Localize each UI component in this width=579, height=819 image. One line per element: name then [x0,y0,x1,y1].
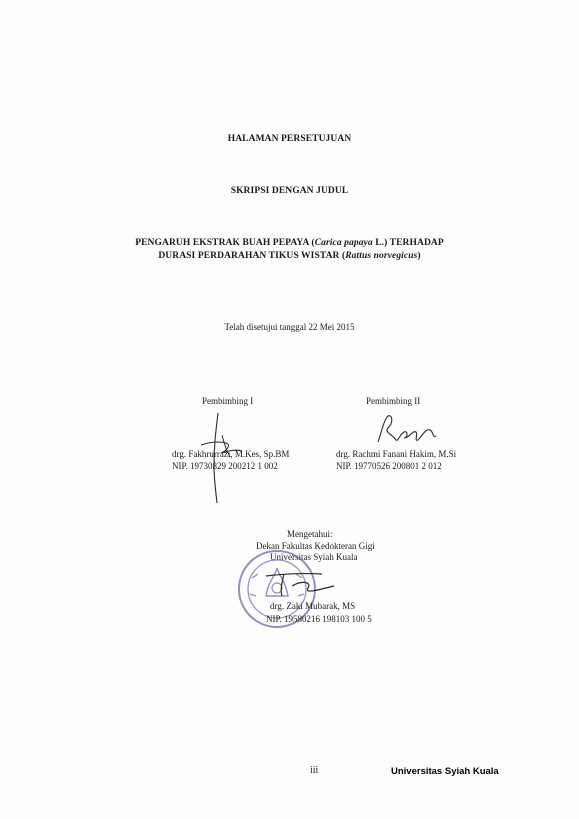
approval-date: Telah disetujui tanggal 22 Mei 2015 [224,322,355,332]
supervisor-1-nip: NIP. 19730829 200212 1 002 [172,461,278,471]
supervisor-2-name: drg. Rachmi Fanani Hakim, M.Si [336,449,457,459]
university-name: Universitas Syiah Kuala [270,552,358,562]
supervisor-2-role: Pembimbing II [366,396,421,406]
page-heading: HALAMAN PERSETUJUAN [227,134,352,144]
footer-university: Universitas Syiah Kuala [391,766,499,777]
page-number: iii [310,765,319,776]
supervisor-2-nip: NIP. 19770526 200801 2 012 [336,461,442,471]
dean-signature [262,568,342,600]
dean-nip: NIP. 19580216 198103 100 5 [266,614,372,624]
dean-title: Dekan Fakultas Kedokteran Gigi [256,541,375,551]
supervisor-1-name: drg. Fakhrurrazi, M.Kes, Sp.BM [172,449,290,459]
thesis-title-line-2: DURASI PERDARAHAN TIKUS WISTAR (Rattus norvegicus) [158,251,421,261]
dean-name: drg. Zaki Mubarak, MS [270,601,356,611]
thesis-subheading: SKRIPSI DENGAN JUDUL [230,186,349,196]
acknowledgement-label: Mengetahui: [287,529,333,539]
thesis-title-line-1: PENGARUH EKSTRAK BUAH PEPAYA (Carica papaya L.) TERHADAP [135,238,444,248]
supervisor-2-signature [374,410,444,452]
supervisor-1-role: Pembimbing I [202,396,254,406]
